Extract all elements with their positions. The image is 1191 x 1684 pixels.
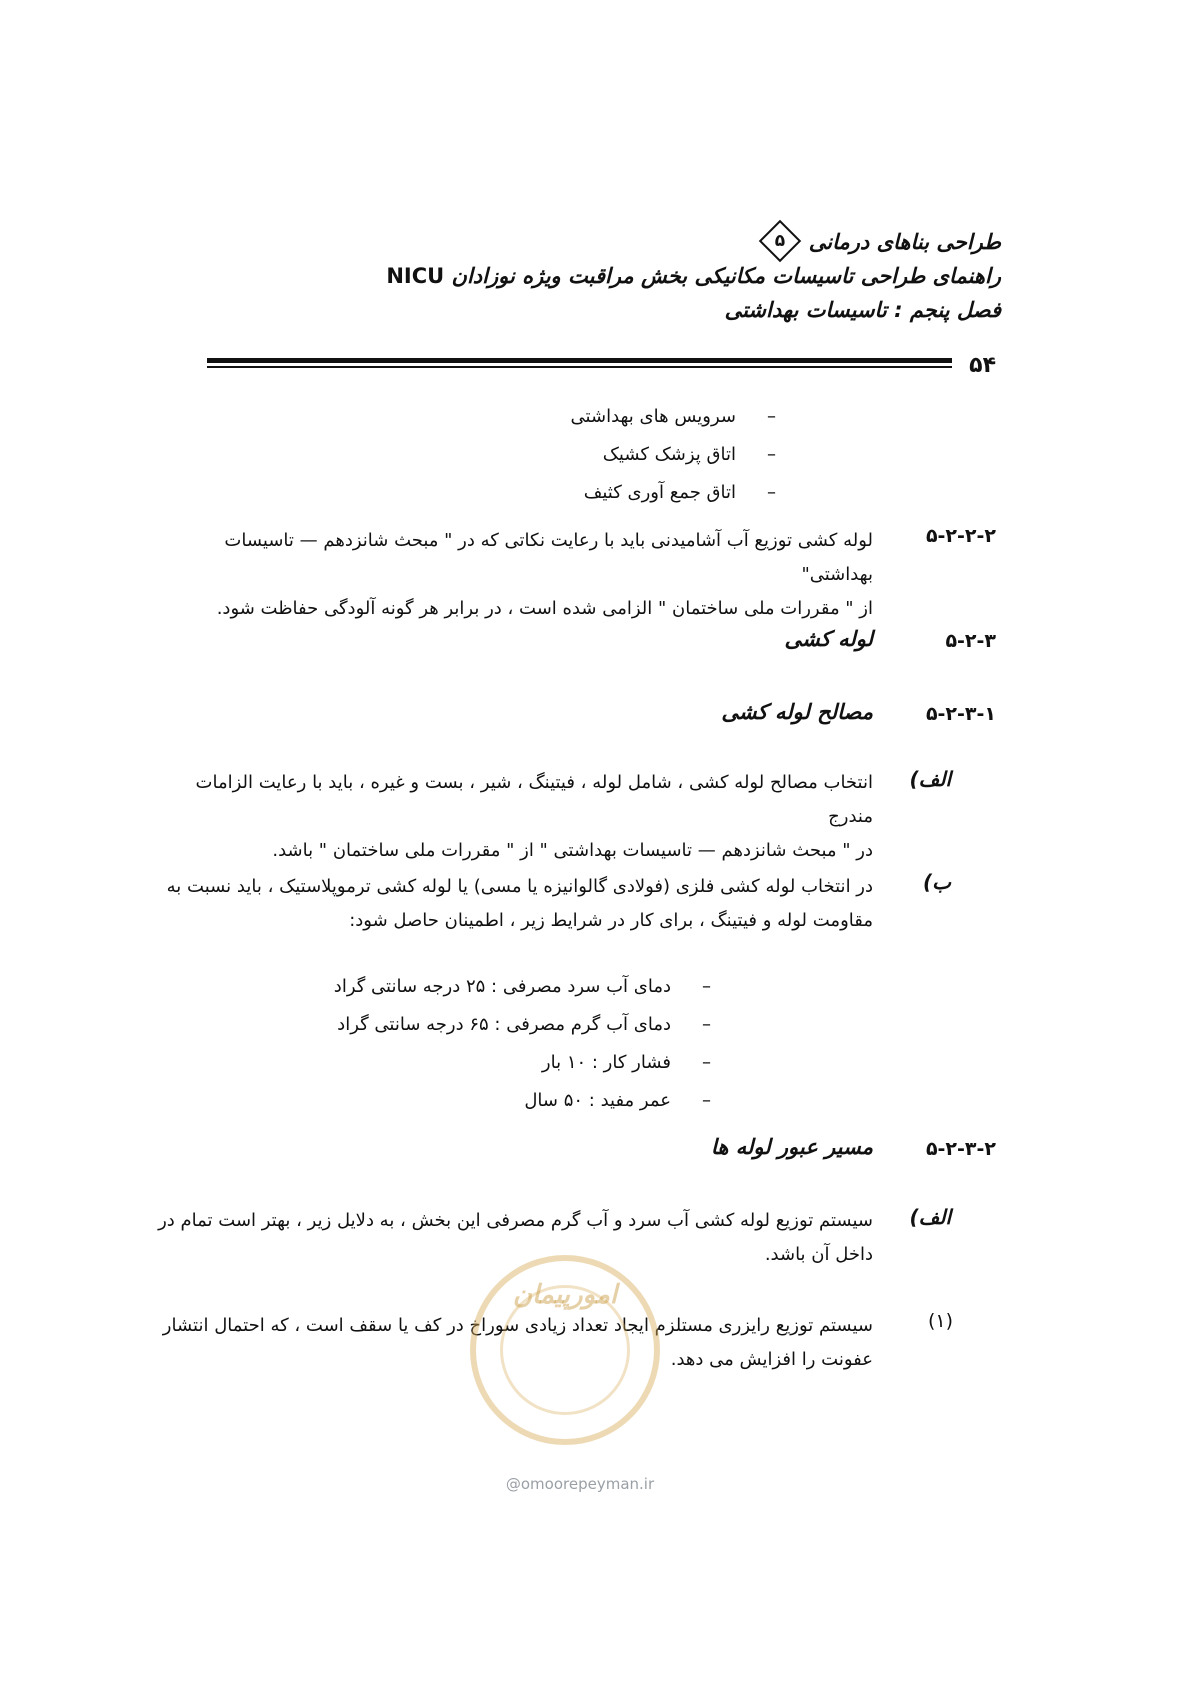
item-letter: الف)	[909, 767, 951, 791]
header-chapter-title: فصل پنجم : تاسیسات بهداشتی	[724, 298, 1001, 322]
list-item: – اتاق جمع آوری کثیف	[583, 482, 776, 503]
list-item: – فشار کار : ۱۰ بار	[541, 1052, 711, 1073]
paragraph-line: در " مبحث شانزدهم — تاسیسات بهداشتی " از " مقررات ملی ساختمان " باشد.	[272, 840, 873, 861]
page-header	[181, 225, 1001, 327]
paragraph-line: لوله کشی توزیع آب آشامیدنی باید با رعایت نکاتی که در " مبحث شانزدهم — تاسیسات بهداشتی"	[224, 530, 873, 585]
page-number: ۵۴	[969, 353, 996, 378]
paragraph-line: عفونت را افزایش می دهد.	[670, 1349, 873, 1370]
watermark-url: @omoorepeyman.ir	[505, 1475, 655, 1493]
intro-list	[436, 398, 776, 512]
paragraph-line: انتخاب مصالح لوله کشی ، شامل لوله ، فیتینگ ، شیر ، بست و غیره ، باید با رعایت الزامات مندرج	[195, 772, 873, 827]
section-number: ۵-۲-۳	[945, 630, 996, 652]
section-number: ۵-۲-۳-۱	[925, 703, 996, 725]
header-guide-title	[181, 259, 1001, 293]
header-rule-thick	[207, 358, 952, 363]
watermark-logo-text: امورپیمان	[512, 1280, 618, 1310]
list-item: – دمای آب سرد مصرفی : ۲۵ درجه سانتی گراد	[333, 976, 711, 997]
list-item: – سرویس های بهداشتی	[570, 406, 776, 427]
paragraph-line: سیستم توزیع لوله کشی آب سرد و آب گرم مصرفی این بخش ، به دلایل زیر ، بهتر است تمام در	[158, 1210, 873, 1231]
section-heading: مصالح لوله کشی	[721, 700, 873, 724]
list-item: – عمر مفید : ۵۰ سال	[524, 1090, 711, 1111]
section-number: ۵-۲-۲-۲	[925, 525, 996, 547]
conditions-list	[271, 968, 711, 1120]
paragraph-line: از " مقررات ملی ساختمان " الزامی شده است ، در برابر هر گونه آلودگی حفاظت شود.	[216, 598, 873, 619]
section-heading: لوله کشی	[784, 627, 873, 651]
header-guide-latin: NICU	[386, 264, 445, 288]
header-series-text: طراحی بناهای درمانی	[808, 230, 1001, 254]
paragraph-line: در انتخاب لوله کشی فلزی (فولادی گالوانیزه یا مسی) یا لوله کشی ترموپلاستیک ، باید نسبت به	[166, 876, 873, 897]
item-paragraph	[153, 870, 873, 938]
item-letter: ب)	[923, 870, 951, 894]
section-heading: مسیر عبور لوله ها	[710, 1135, 873, 1159]
header-guide-text: راهنمای طراحی تاسیسات مکانیکی بخش مراقبت ویژه نوزادان	[451, 264, 1001, 288]
item-number: (۱)	[927, 1310, 953, 1332]
section-number: ۵-۲-۳-۲	[925, 1138, 996, 1160]
list-item: – اتاق پزشک کشیک	[602, 444, 776, 465]
header-series-title	[181, 225, 1001, 259]
item-paragraph	[153, 766, 873, 868]
paragraph-line: سیستم توزیع رایزری مستلزم ایجاد تعداد زیادی سوراخ در کف یا سقف است ، که احتمال انتشار	[162, 1315, 873, 1336]
paragraph-line: مقاومت لوله و فیتینگ ، برای کار در شرایط زیر ، اطمینان حاصل شود:	[349, 910, 873, 931]
item-paragraph	[153, 1204, 873, 1272]
series-number-badge	[759, 220, 801, 262]
item-letter: الف)	[909, 1205, 951, 1229]
list-item: – دمای آب گرم مصرفی : ۶۵ درجه سانتی گراد	[337, 1014, 711, 1035]
paragraph-line: داخل آن باشد.	[764, 1244, 873, 1265]
series-number: ۵	[775, 231, 786, 251]
section-paragraph	[153, 524, 873, 626]
header-rule-thin	[207, 366, 952, 368]
